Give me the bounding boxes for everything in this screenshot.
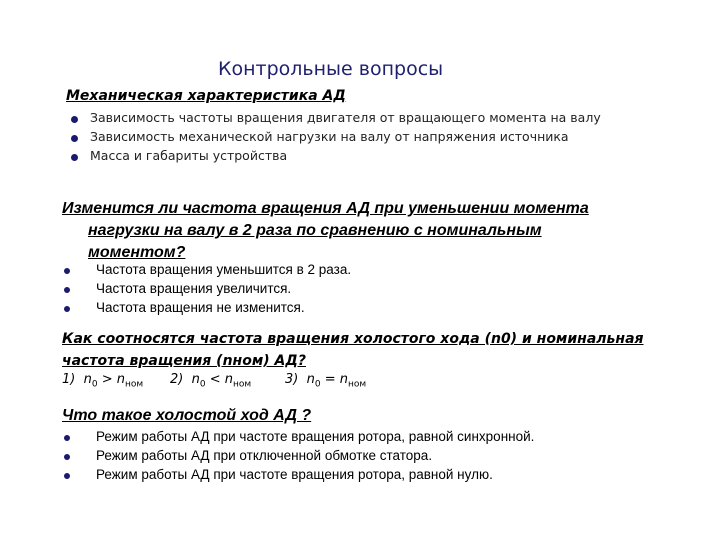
answer-op: > [101, 372, 113, 387]
answer-num: 3) [285, 372, 299, 387]
q3-answer-2[interactable] [170, 372, 251, 390]
answer-rhs: n [339, 372, 349, 387]
bullet-icon [64, 306, 70, 312]
bullet-icon [64, 435, 70, 441]
q3-line: Как соотносятся частота вращения холостого хода (n0) и номинальная [62, 331, 644, 347]
answer-num: 2) [170, 372, 184, 387]
q4-option[interactable]: Режим работы АД при частоте вращения ротора, равной синхронной. [96, 429, 535, 444]
q3-answer-1[interactable] [62, 372, 143, 390]
bullet-icon [71, 135, 78, 142]
answer-op: < [209, 372, 221, 387]
q3-line: частота вращения (nном) АД? [62, 353, 306, 369]
q2-option[interactable]: Частота вращения не изменится. [96, 300, 305, 315]
answer-lhs: n [83, 372, 92, 387]
q1-heading: Механическая характеристика АД [66, 88, 346, 104]
q2-option[interactable]: Частота вращения уменьшится в 2 раза. [96, 262, 352, 277]
q1-option[interactable]: Масса и габариты устройства [90, 148, 288, 163]
bullet-icon [64, 268, 70, 274]
q4-option[interactable]: Режим работы АД при отключенной обмотке статора. [96, 448, 433, 463]
answer-rhs: n [116, 372, 126, 387]
q3-question [62, 328, 644, 372]
q2-line: нагрузки на валу в 2 раза по сравнению с номинальным [88, 222, 542, 239]
bullet-icon [71, 154, 78, 161]
page-title: Контрольные вопросы [218, 58, 444, 80]
answer-lsub: 0 [199, 379, 206, 390]
answer-op: = [324, 372, 336, 387]
answer-lhs: n [306, 372, 315, 387]
q2-line: Изменится ли частота вращения АД при уменьшении момента [62, 200, 589, 217]
bullet-icon [71, 116, 78, 123]
q2-line: моментом? [88, 244, 186, 261]
q1-option[interactable]: Зависимость механической нагрузки на валу от напряжения источника [90, 129, 569, 144]
bullet-icon [64, 287, 70, 293]
bullet-icon [64, 454, 70, 460]
answer-rsub: ном [125, 379, 144, 390]
answer-rhs: n [224, 372, 234, 387]
q4-option[interactable]: Режим работы АД при частоте вращения ротора, равной нулю. [96, 467, 493, 482]
answer-lsub: 0 [314, 379, 321, 390]
q3-answer-3[interactable] [285, 372, 366, 390]
answer-num: 1) [62, 372, 76, 387]
q2-option[interactable]: Частота вращения увеличится. [96, 281, 292, 296]
bullet-icon [64, 473, 70, 479]
answer-rsub: ном [348, 379, 367, 390]
answer-rsub: ном [233, 379, 252, 390]
q1-option[interactable]: Зависимость частоты вращения двигателя от вращающего момента на валу [90, 110, 601, 125]
answer-lhs: n [191, 372, 200, 387]
q4-heading: Что такое холостой ход АД ? [62, 407, 312, 424]
q2-question [62, 198, 589, 264]
answer-lsub: 0 [91, 379, 98, 390]
